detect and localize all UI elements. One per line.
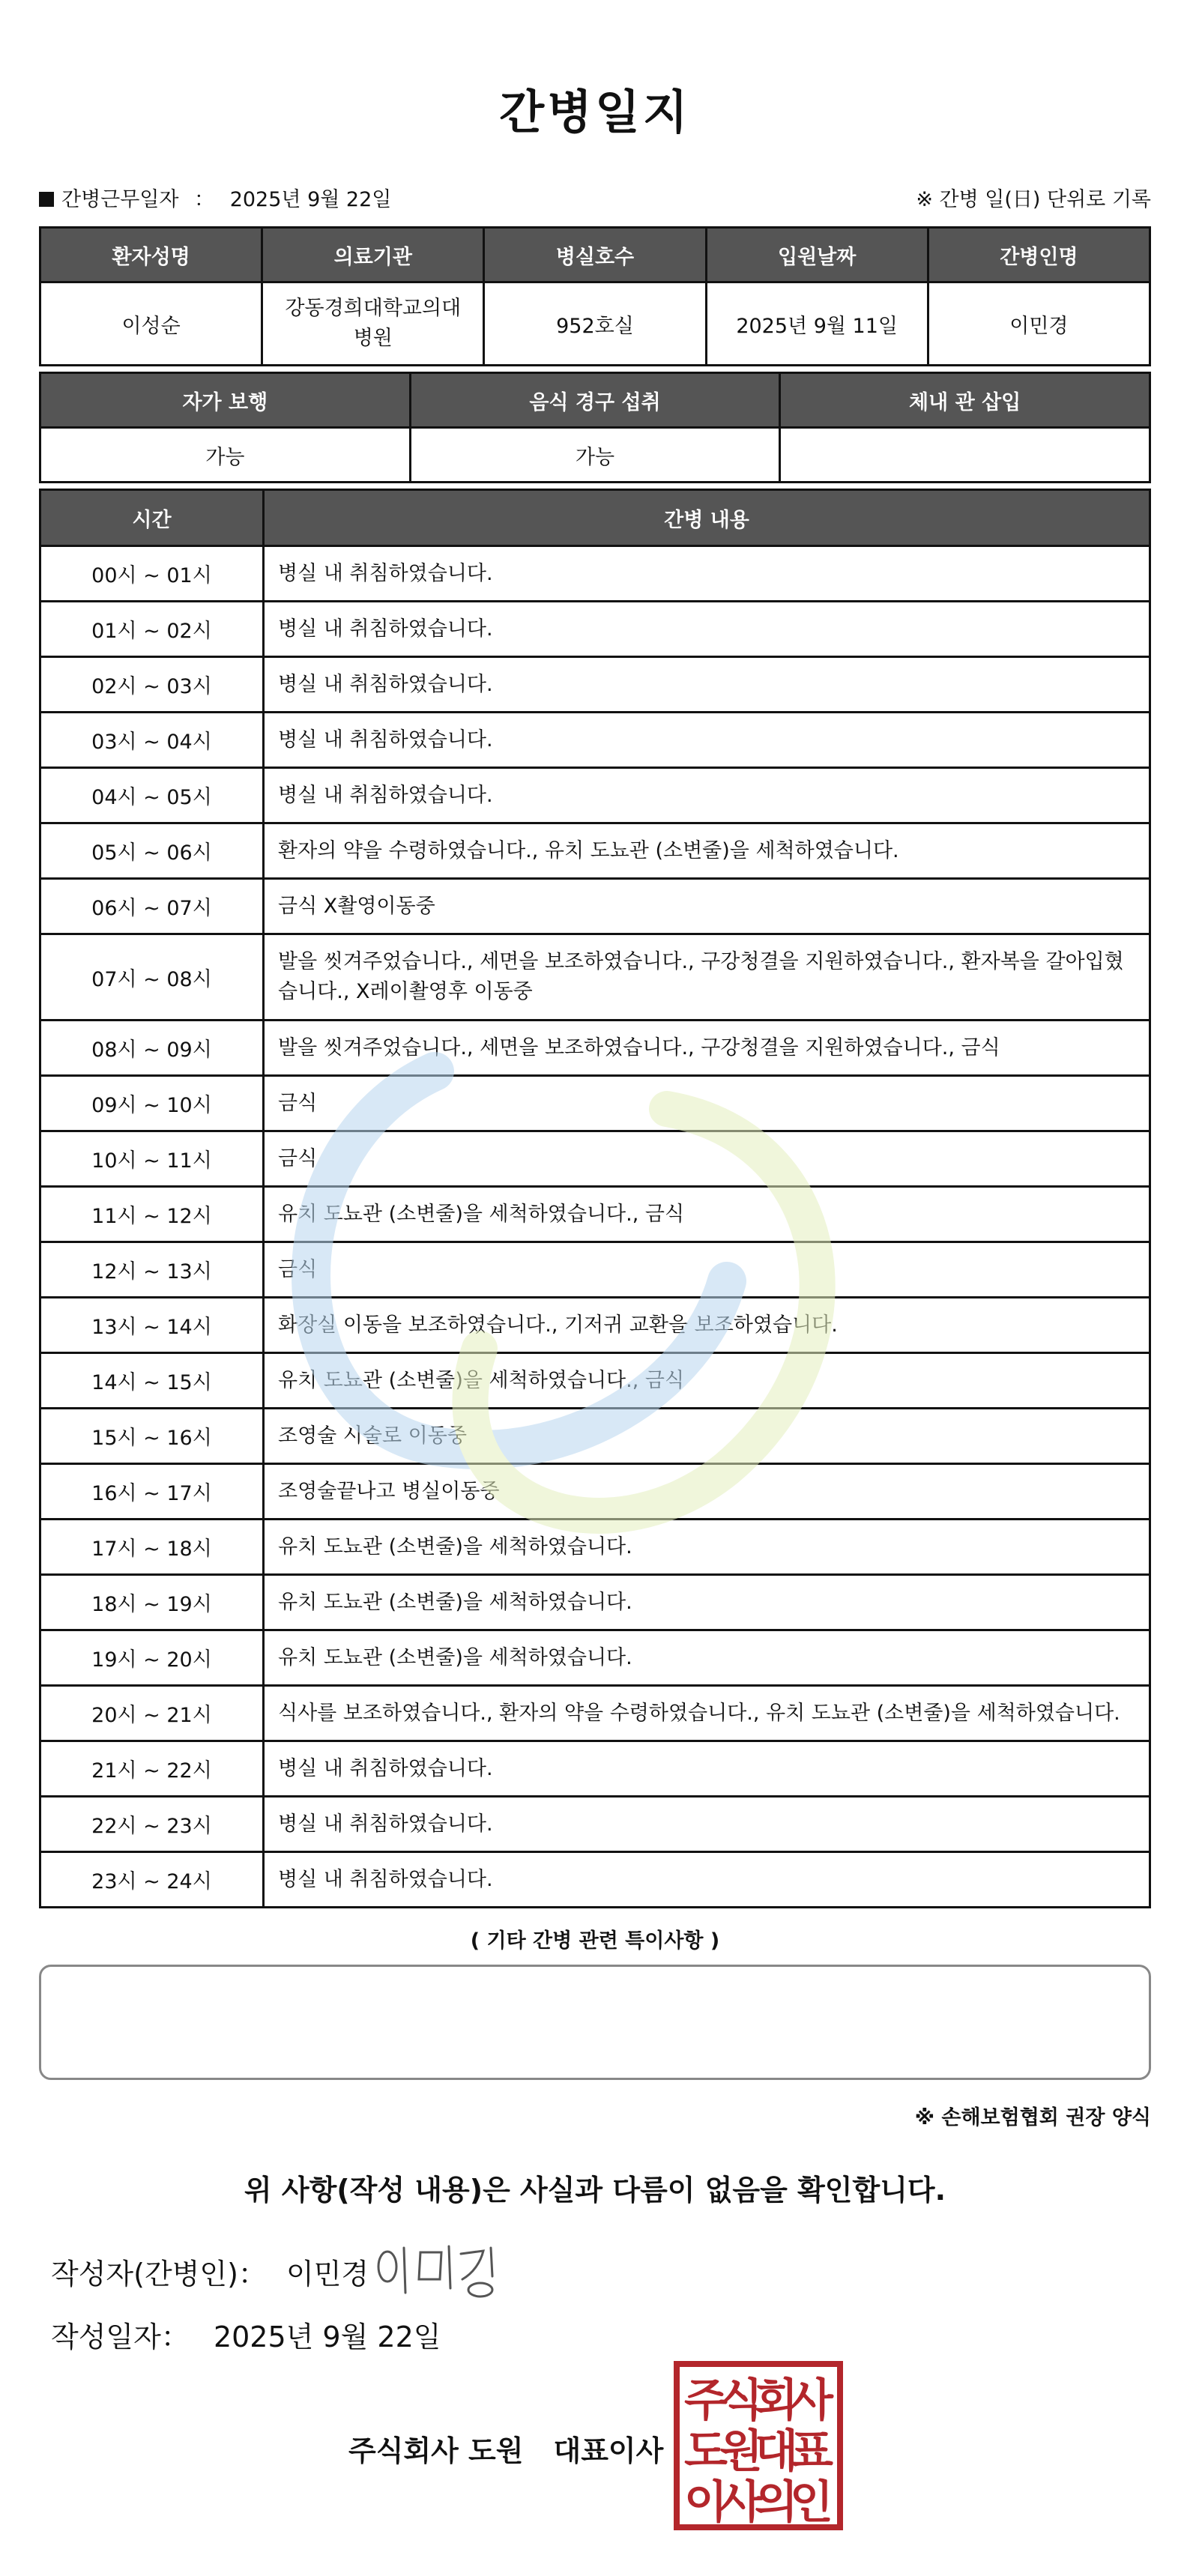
log-content: 발을 씻겨주었습니다., 세면을 보조하였습니다., 구강청결을 지원하였습니다., 금식 <box>264 1021 1150 1076</box>
log-row <box>40 768 1150 823</box>
header-patient-name: 환자성명 <box>40 228 262 282</box>
log-content: 병실 내 취침하였습니다. <box>264 713 1150 768</box>
writer-label: 작성자(간병인)： <box>51 2258 267 2291</box>
log-row <box>40 546 1150 602</box>
log-content: 발을 씻겨주었습니다., 세면을 보조하였습니다., 구강청결을 지원하였습니다., 환자복을 갈아입혔습니다., X레이촬영후 이동중 <box>264 934 1150 1021</box>
log-content: 금식 <box>264 1242 1150 1298</box>
status-value-row <box>40 428 1150 483</box>
svg-text:사: 사 <box>790 2374 833 2427</box>
log-content: 환자의 약을 수령하였습니다., 유치 도뇨관 (소변줄)을 세척하였습니다. <box>264 823 1150 879</box>
log-content: 금식 <box>264 1076 1150 1131</box>
form-note: ※ 손해보험협회 권장 양식 <box>914 2106 1151 2129</box>
status-header-row <box>40 373 1150 428</box>
room-number: 952호실 <box>484 282 706 366</box>
log-content: 유치 도뇨관 (소변줄)을 세척하였습니다. <box>264 1575 1150 1630</box>
header-admission-date: 입원날짜 <box>706 228 928 282</box>
log-row <box>40 1741 1150 1797</box>
svg-text:의: 의 <box>755 2476 798 2529</box>
hospital-name: 강동경희대학교의대병원 <box>262 282 484 366</box>
written-date-line <box>51 2314 441 2355</box>
company-line <box>348 2428 663 2469</box>
log-row <box>40 1242 1150 1298</box>
log-row <box>40 1298 1150 1353</box>
remarks-title: ( 기타 간병 관련 특이사항 ) <box>470 1929 720 1953</box>
log-time: 20시 ~ 21시 <box>40 1686 264 1741</box>
log-time: 01시 ~ 02시 <box>40 602 264 657</box>
page-title: 간병일지 <box>499 85 691 139</box>
log-row <box>40 1630 1150 1686</box>
written-date: 2025년 9월 22일 <box>213 2320 441 2353</box>
unit-note: ※ 간병 일(日) 단위로 기록 <box>916 188 1151 211</box>
log-row <box>40 1575 1150 1630</box>
log-row <box>40 823 1150 879</box>
svg-text:표: 표 <box>790 2425 833 2478</box>
company-name: 주식회사 도원 <box>348 2434 524 2467</box>
log-row <box>40 1131 1150 1187</box>
log-time: 10시 ~ 11시 <box>40 1131 264 1187</box>
log-time: 23시 ~ 24시 <box>40 1852 264 1908</box>
work-date-value: 2025년 9월 22일 <box>229 188 392 211</box>
walking-value: 가능 <box>40 428 411 483</box>
log-content: 병실 내 취침하였습니다. <box>264 768 1150 823</box>
work-date-sep: ： <box>194 188 215 211</box>
log-time: 18시 ~ 19시 <box>40 1575 264 1630</box>
header-care-content: 간병 내용 <box>264 490 1150 546</box>
log-time: 14시 ~ 15시 <box>40 1353 264 1409</box>
log-row <box>40 1852 1150 1908</box>
log-time: 12시 ~ 13시 <box>40 1242 264 1298</box>
header-caregiver: 간병인명 <box>928 228 1150 282</box>
log-row <box>40 602 1150 657</box>
oral-intake-value: 가능 <box>410 428 780 483</box>
log-content: 병실 내 취침하였습니다. <box>264 1852 1150 1908</box>
log-content: 유치 도뇨관 (소변줄)을 세척하였습니다. <box>264 1630 1150 1686</box>
log-row <box>40 1686 1150 1741</box>
svg-text:도: 도 <box>684 2425 728 2478</box>
log-row <box>40 934 1150 1021</box>
svg-text:인: 인 <box>790 2476 833 2529</box>
log-time: 06시 ~ 07시 <box>40 879 264 934</box>
log-row <box>40 1797 1150 1852</box>
log-time: 19시 ~ 20시 <box>40 1630 264 1686</box>
header-hospital: 의료기관 <box>262 228 484 282</box>
svg-text:원: 원 <box>719 2425 763 2478</box>
log-content: 조영술 시술로 이동중 <box>264 1409 1150 1464</box>
log-row <box>40 1520 1150 1575</box>
writer-line <box>51 2251 369 2292</box>
caregiver-name: 이민경 <box>928 282 1150 366</box>
log-time: 13시 ~ 14시 <box>40 1298 264 1353</box>
log-time: 02시 ~ 03시 <box>40 657 264 713</box>
log-row <box>40 1409 1150 1464</box>
log-row <box>40 1076 1150 1131</box>
log-content: 화장실 이동을 보조하였습니다., 기저귀 교환을 보조하였습니다. <box>264 1298 1150 1353</box>
log-time: 22시 ~ 23시 <box>40 1797 264 1852</box>
written-date-label: 작성일자： <box>51 2320 190 2353</box>
log-content: 병실 내 취침하였습니다. <box>264 1797 1150 1852</box>
header-oral-intake: 음식 경구 섭취 <box>410 373 780 428</box>
work-date <box>39 183 391 212</box>
log-content: 병실 내 취침하였습니다. <box>264 657 1150 713</box>
log-row <box>40 1187 1150 1242</box>
tube-insertion-value <box>780 428 1150 483</box>
log-time: 03시 ~ 04시 <box>40 713 264 768</box>
header-time: 시간 <box>40 490 264 546</box>
svg-text:식: 식 <box>719 2374 763 2427</box>
company-seal-stamp <box>673 2360 844 2531</box>
log-row <box>40 1464 1150 1520</box>
svg-text:주: 주 <box>684 2374 728 2427</box>
header-walking: 자가 보행 <box>40 373 411 428</box>
log-content: 병실 내 취침하였습니다. <box>264 1741 1150 1797</box>
care-log-table <box>39 489 1151 1908</box>
log-content: 병실 내 취침하였습니다. <box>264 546 1150 602</box>
patient-name: 이성순 <box>40 282 262 366</box>
svg-text:대: 대 <box>755 2425 798 2478</box>
log-content: 유치 도뇨관 (소변줄)을 세척하였습니다. <box>264 1520 1150 1575</box>
square-bullet-icon <box>39 192 54 207</box>
work-date-label: 간병근무일자 <box>61 188 179 211</box>
patient-header-row <box>40 228 1150 282</box>
log-time: 15시 ~ 16시 <box>40 1409 264 1464</box>
confirmation-statement: 위 사항(작성 내용)은 사실과 다름이 없음을 확인합니다. <box>244 2174 946 2207</box>
log-row <box>40 713 1150 768</box>
log-time: 16시 ~ 17시 <box>40 1464 264 1520</box>
log-content: 식사를 보조하였습니다., 환자의 약을 수령하였습니다., 유치 도뇨관 (소변줄)을 세척하였습니다. <box>264 1686 1150 1741</box>
remarks-box <box>39 1965 1151 2080</box>
svg-text:이: 이 <box>684 2476 728 2529</box>
log-row <box>40 879 1150 934</box>
log-row <box>40 657 1150 713</box>
meta-row <box>39 183 1151 213</box>
log-time: 00시 ~ 01시 <box>40 546 264 602</box>
log-content: 유치 도뇨관 (소변줄)을 세척하였습니다., 금식 <box>264 1187 1150 1242</box>
patient-info-table <box>39 226 1151 366</box>
admission-date: 2025년 9월 11일 <box>706 282 928 366</box>
log-content: 금식 <box>264 1131 1150 1187</box>
log-content: 병실 내 취침하였습니다. <box>264 602 1150 657</box>
log-time: 11시 ~ 12시 <box>40 1187 264 1242</box>
log-row <box>40 1353 1150 1409</box>
log-content: 금식 X촬영이동중 <box>264 879 1150 934</box>
log-time: 17시 ~ 18시 <box>40 1520 264 1575</box>
log-content: 유치 도뇨관 (소변줄)을 세척하였습니다., 금식 <box>264 1353 1150 1409</box>
svg-text:사: 사 <box>719 2476 763 2529</box>
header-tube-insertion: 체내 관 삽입 <box>780 373 1150 428</box>
patient-value-row <box>40 282 1150 366</box>
header-room: 병실호수 <box>484 228 706 282</box>
log-time: 09시 ~ 10시 <box>40 1076 264 1131</box>
svg-text:회: 회 <box>755 2374 798 2427</box>
log-time: 21시 ~ 22시 <box>40 1741 264 1797</box>
patient-status-table <box>39 372 1151 483</box>
log-time: 08시 ~ 09시 <box>40 1021 264 1076</box>
log-header-row <box>40 490 1150 546</box>
log-content: 조영술끝나고 병실이동중 <box>264 1464 1150 1520</box>
handwritten-signature <box>371 2233 506 2300</box>
company-title: 대표이사 <box>553 2434 664 2467</box>
log-time: 07시 ~ 08시 <box>40 934 264 1021</box>
log-time: 05시 ~ 06시 <box>40 823 264 879</box>
log-row <box>40 1021 1150 1076</box>
writer-name: 이민경 <box>286 2258 369 2291</box>
log-time: 04시 ~ 05시 <box>40 768 264 823</box>
